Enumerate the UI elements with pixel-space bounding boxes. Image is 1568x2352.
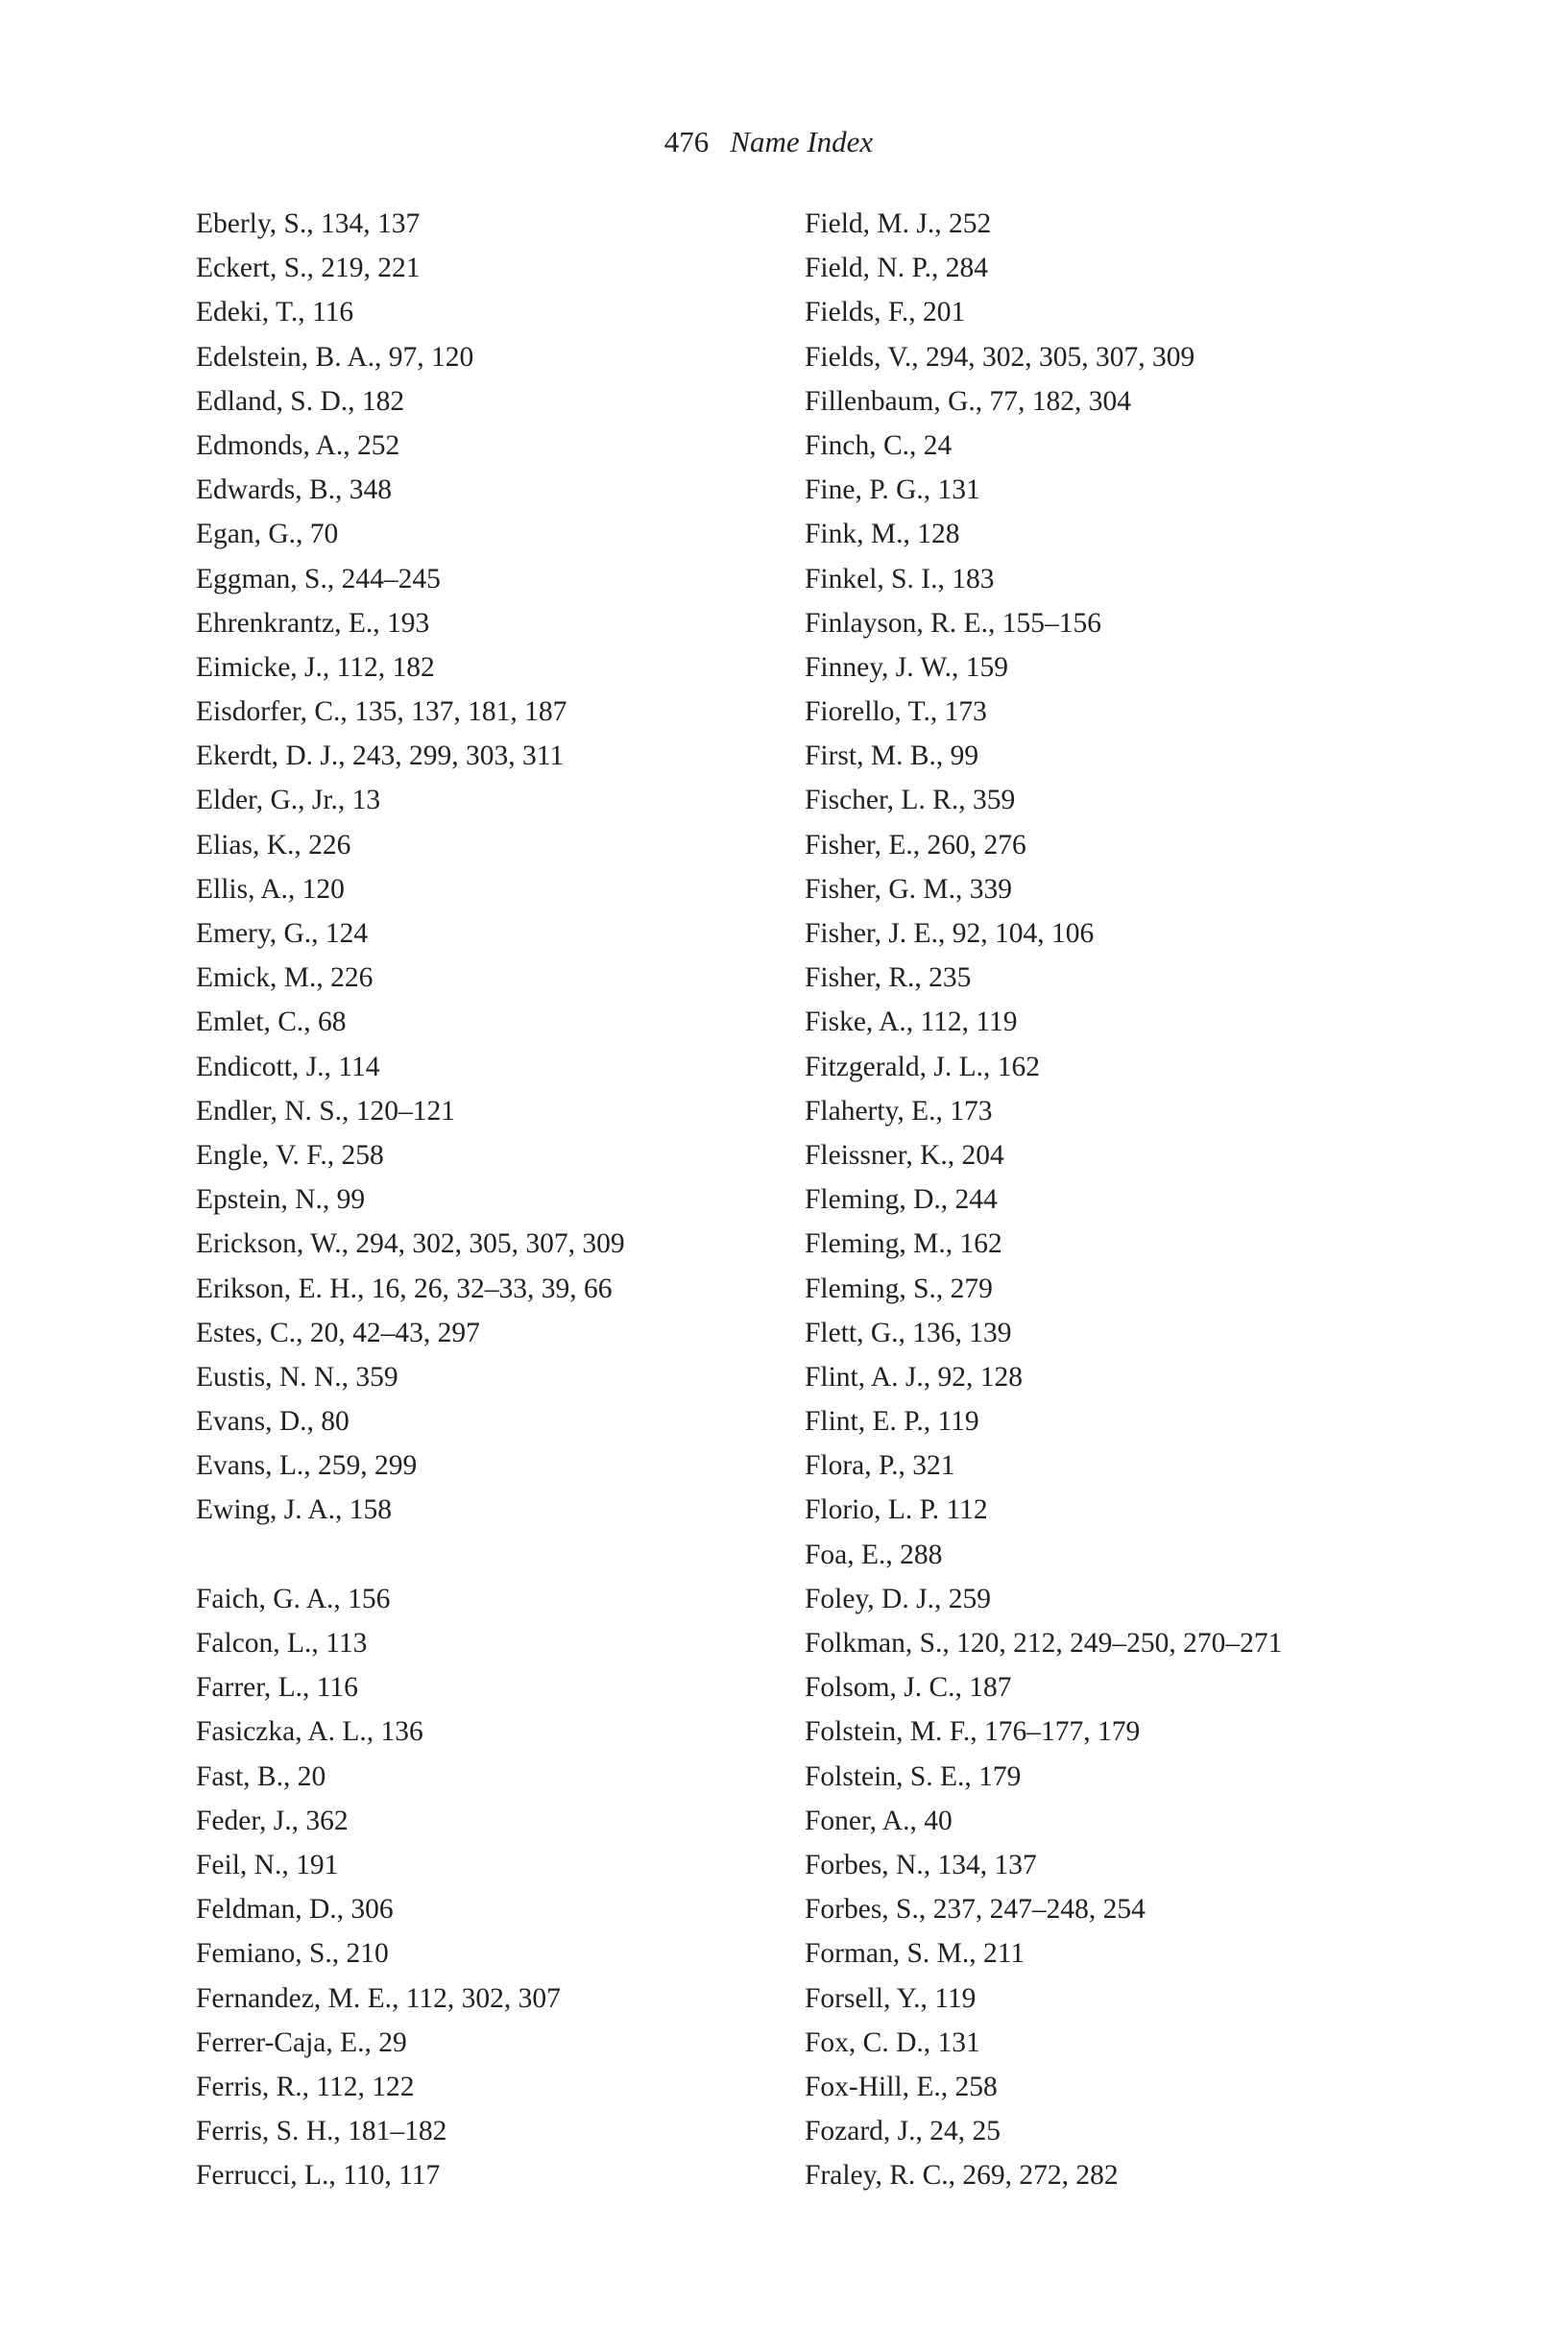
index-entry: Edland, S. D., 182	[196, 385, 405, 417]
index-entry: Endler, N. S., 120–121	[196, 1095, 456, 1127]
index-entry: Forman, S. M., 211	[805, 1938, 1025, 1970]
index-entry: Evans, D., 80	[196, 1406, 350, 1438]
index-column-right	[805, 202, 1438, 2197]
index-column-left	[196, 202, 791, 2197]
index-entry: Feil, N., 191	[196, 1849, 339, 1880]
index-entry: Folstein, S. E., 179	[805, 1760, 1022, 1792]
index-entry: Finch, C., 24	[805, 429, 953, 461]
index-entry: Forbes, S., 237, 247–248, 254	[805, 1894, 1146, 1926]
page-number: 476	[663, 125, 710, 158]
index-entry: Ekerdt, D. J., 243, 299, 303, 311	[196, 740, 565, 772]
index-entry: Field, M. J., 252	[805, 208, 992, 239]
index-entry: Femiano, S., 210	[196, 1938, 389, 1970]
index-entry: Estes, C., 20, 42–43, 297	[196, 1317, 480, 1348]
index-entry: Finney, J. W., 159	[805, 651, 1008, 683]
group-separator	[196, 1533, 791, 1577]
index-entry: Flaherty, E., 173	[805, 1095, 993, 1127]
index-entry: Flint, A. J., 92, 128	[805, 1361, 1024, 1393]
index-entry: Faich, G. A., 156	[196, 1583, 391, 1614]
index-entry: Fleming, D., 244	[805, 1184, 998, 1216]
index-entry: Feldman, D., 306	[196, 1894, 394, 1926]
index-entry: Engle, V. F., 258	[196, 1139, 384, 1171]
index-entry: Emery, G., 124	[196, 918, 369, 949]
index-entry: Foa, E., 288	[805, 1539, 943, 1570]
index-entry: Endicott, J., 114	[196, 1051, 380, 1082]
index-entry: Ferris, R., 112, 122	[196, 2071, 415, 2102]
index-entry: Fisher, G. M., 339	[805, 873, 1012, 905]
index-entry: Erikson, E. H., 16, 26, 32–33, 39, 66	[196, 1273, 613, 1304]
index-entry: Fink, M., 128	[805, 519, 960, 550]
index-entry: Fisher, J. E., 92, 104, 106	[805, 918, 1095, 949]
index-entry: Flora, P., 321	[805, 1450, 955, 1482]
index-entry: Elias, K., 226	[196, 829, 351, 861]
index-entry: Fox-Hill, E., 258	[805, 2071, 998, 2102]
index-entry: Fields, V., 294, 302, 305, 307, 309	[805, 341, 1195, 373]
index-entry: Farrer, L., 116	[196, 1672, 358, 1704]
index-entry: Finkel, S. I., 183	[805, 563, 995, 594]
index-entry: Epstein, N., 99	[196, 1184, 366, 1216]
index-entry: Edeki, T., 116	[196, 297, 354, 328]
index-entry: Folsom, J. C., 187	[805, 1672, 1012, 1704]
index-entry: Fields, F., 201	[805, 297, 966, 328]
index-entry: Foner, A., 40	[805, 1805, 953, 1836]
index-entry: Erickson, W., 294, 302, 305, 307, 309	[196, 1228, 625, 1260]
index-entry: Fine, P. G., 131	[805, 474, 980, 506]
index-entry: Fast, B., 20	[196, 1760, 326, 1792]
index-entry: Fleissner, K., 204	[805, 1139, 1004, 1171]
index-entry: Emlet, C., 68	[196, 1006, 347, 1038]
index-entry: Elder, G., Jr., 13	[196, 785, 381, 816]
index-group-f	[196, 1577, 791, 2198]
index-entry: Finlayson, R. E., 155–156	[805, 607, 1101, 639]
index-entry: Fleming, S., 279	[805, 1273, 993, 1304]
index-entry: Fraley, R. C., 269, 272, 282	[805, 2160, 1119, 2192]
index-entry: Fleming, M., 162	[805, 1228, 1002, 1260]
index-entry: Fozard, J., 24, 25	[805, 2116, 1001, 2147]
index-entry: Edwards, B., 348	[196, 474, 393, 506]
index-entry: Edelstein, B. A., 97, 120	[196, 341, 474, 373]
running-title: Name Index	[730, 125, 874, 158]
index-entry: Edmonds, A., 252	[196, 429, 400, 461]
index-entry: Ferris, S. H., 181–182	[196, 2116, 447, 2147]
index-entry: Forbes, N., 134, 137	[805, 1849, 1037, 1880]
index-entry: Fisher, R., 235	[805, 962, 972, 994]
index-entry: Ellis, A., 120	[196, 873, 345, 905]
index-entry: Fasiczka, A. L., 136	[196, 1716, 423, 1748]
index-entry: Fernandez, M. E., 112, 302, 307	[196, 1982, 561, 2014]
index-entry: Evans, L., 259, 299	[196, 1450, 418, 1482]
index-entry: Fisher, E., 260, 276	[805, 829, 1026, 861]
index-entry: Eggman, S., 244–245	[196, 563, 441, 594]
index-entry: Folkman, S., 120, 212, 249–250, 270–271	[805, 1628, 1283, 1659]
index-entry: Ferrer-Caja, E., 29	[196, 2026, 407, 2058]
index-entry: Eisdorfer, C., 135, 137, 181, 187	[196, 696, 567, 728]
index-entry: Fox, C. D., 131	[805, 2026, 980, 2058]
index-entry: Ferrucci, L., 110, 117	[196, 2160, 441, 2192]
index-entry: Feder, J., 362	[196, 1805, 349, 1836]
index-entry: Fiske, A., 112, 119	[805, 1006, 1018, 1038]
index-entry: Eustis, N. N., 359	[196, 1361, 398, 1393]
index-entry: Fiorello, T., 173	[805, 696, 987, 728]
index-entry: Fitzgerald, J. L., 162	[805, 1051, 1040, 1082]
index-entry: Eberly, S., 134, 137	[196, 208, 421, 239]
index-entry: Foley, D. J., 259	[805, 1583, 991, 1614]
index-entry: Falcon, L., 113	[196, 1628, 368, 1659]
index-entry: Forsell, Y., 119	[805, 1982, 977, 2014]
index-entry: Eckert, S., 219, 221	[196, 253, 421, 284]
index-group-e	[196, 202, 791, 1533]
index-entry: Florio, L. P. 112	[805, 1494, 988, 1526]
index-entry: Fischer, L. R., 359	[805, 785, 1016, 816]
index-entry: Eimicke, J., 112, 182	[196, 651, 435, 683]
index-entry: First, M. B., 99	[805, 740, 979, 772]
running-header	[0, 123, 1568, 161]
index-entry: Ehrenkrantz, E., 193	[196, 607, 430, 639]
index-entry: Egan, G., 70	[196, 519, 339, 550]
index-entry: Flint, E. P., 119	[805, 1406, 979, 1438]
index-entry: Flett, G., 136, 139	[805, 1317, 1012, 1348]
index-entry: Folstein, M. F., 176–177, 179	[805, 1716, 1141, 1748]
index-entry: Ewing, J. A., 158	[196, 1494, 393, 1526]
index-entry: Fillenbaum, G., 77, 182, 304	[805, 385, 1132, 417]
index-entry: Emick, M., 226	[196, 962, 374, 994]
index-entry: Field, N. P., 284	[805, 253, 988, 284]
